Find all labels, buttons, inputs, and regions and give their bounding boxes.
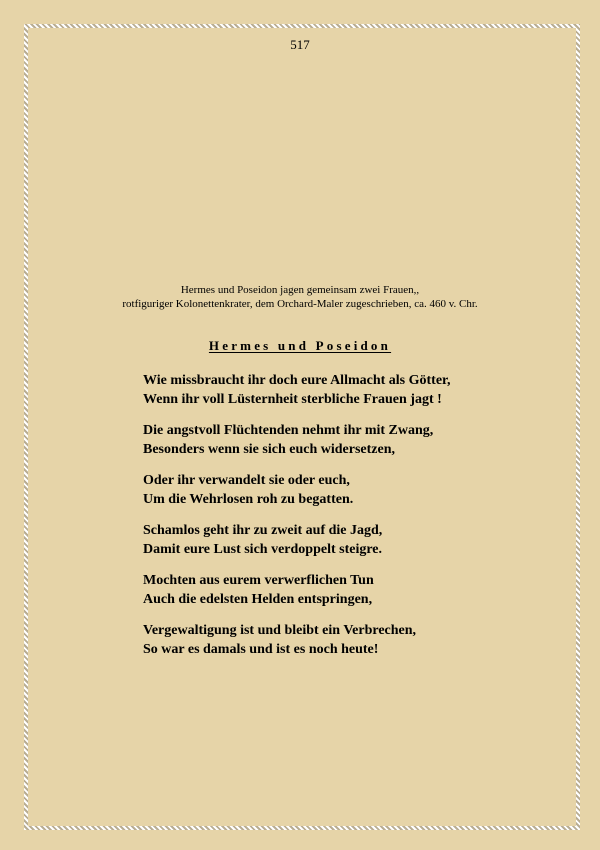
poem-body (143, 371, 563, 671)
stanza (143, 621, 563, 659)
stanza (143, 571, 563, 609)
caption-line-1: Hermes und Poseidon jagen gemeinsam zwei Frauen,, (180, 284, 420, 296)
image-caption (0, 283, 600, 311)
poem-line: Die angstvoll Flüchtenden nehmt ihr mit Zwang, (143, 423, 434, 438)
poem-line: Wenn ihr voll Lüsternheit sterbliche Frauen jagt ! (143, 392, 442, 407)
poem-line: Um die Wehrlosen roh zu begatten. (143, 492, 354, 507)
poem-line: Auch die edelsten Helden entspringen, (143, 592, 373, 607)
poem-line: Besonders wenn sie sich euch widersetzen, (143, 442, 395, 457)
stanza (143, 521, 563, 559)
poem-title: Hermes und Poseidon (208, 338, 392, 353)
poem-line: Damit eure Lust sich verdoppelt steigre. (143, 542, 383, 557)
poem-line: Schamlos geht ihr zu zweit auf die Jagd, (143, 523, 383, 538)
poem-line: Oder ihr verwandelt sie oder euch, (143, 473, 350, 488)
stanza (143, 421, 563, 459)
poem-line: Wie missbraucht ihr doch eure Allmacht als Götter, (143, 373, 451, 388)
stanza (143, 371, 563, 409)
caption-line-2: rotfiguriger Kolonettenkrater, dem Orchard-Maler zugeschrieben, ca. 460 v. Chr. (122, 298, 478, 310)
poem-line: So war es damals und ist es noch heute! (143, 642, 379, 657)
poem-line: Vergewaltigung ist und bleibt ein Verbrechen, (143, 623, 417, 638)
poem-line: Mochten aus eurem verwerflichen Tun (143, 573, 374, 588)
stanza (143, 471, 563, 509)
page-number: 517 (290, 37, 310, 52)
